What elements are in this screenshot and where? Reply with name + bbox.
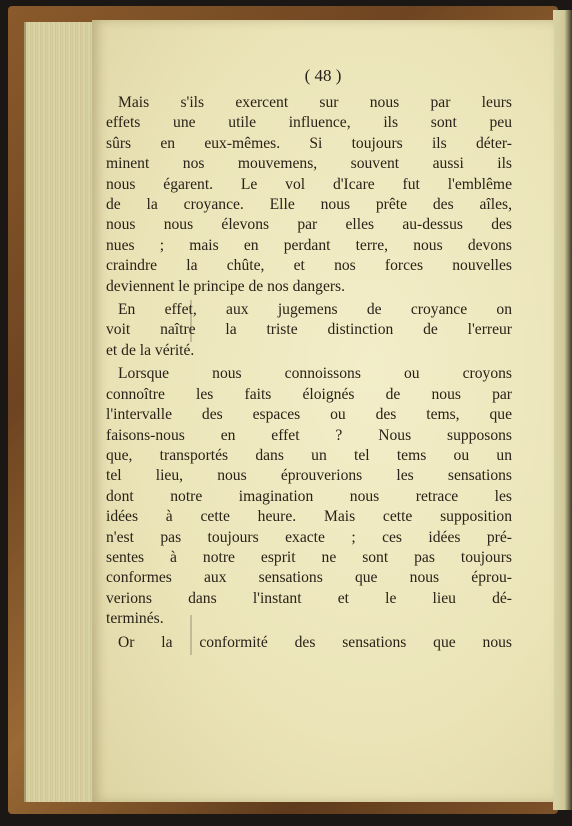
text-line: craindre la chûte, et nos forces nouvelles: [106, 257, 512, 275]
text-line: minent nos mouvemens, souvent aussi ils: [106, 155, 512, 173]
text-line: n'est pas toujours exacte ; ces idées pré-: [106, 528, 512, 546]
text-line: effets une utile influence, ils sont peu: [106, 114, 512, 132]
text-line: deviennent le principe de nos dangers.: [106, 277, 346, 295]
text-line: dont notre imagination nous retrace les: [106, 487, 512, 505]
text-line: Lorsque nous connoissons ou croyons: [118, 365, 512, 383]
paragraph: [106, 364, 512, 629]
text-line: connoître les faits éloignés de nous par: [106, 385, 512, 403]
text-line: tel lieu, nous éprouverions les sensations: [106, 467, 512, 485]
text-line: voit naître la triste distinction de l'erreur: [106, 321, 512, 339]
text-line: faisons-nous en effet ? Nous supposons: [106, 426, 512, 444]
facing-page-edge: [553, 10, 572, 810]
text-line: conformes aux sensations que nous éprou-: [106, 569, 512, 587]
text-line: l'intervalle des espaces ou des tems, que: [106, 406, 512, 424]
text-line: En effet, aux jugemens de croyance on: [118, 301, 512, 319]
text-line: sentes à notre esprit ne sont pas toujours: [106, 548, 512, 566]
body-text: [106, 93, 512, 653]
page-number: ( 48 ): [304, 66, 342, 85]
text-line: de la croyance. Elle nous prête des aîles,: [106, 196, 512, 214]
text-line: Or la conformité des sensations que nous: [118, 633, 512, 651]
text-line: idées à cette heure. Mais cette supposition: [106, 508, 512, 526]
paragraph: [106, 300, 512, 361]
page-edges: [24, 22, 96, 802]
text-line: nues ; mais en perdant terre, nous devons: [106, 236, 512, 254]
paragraph: [106, 93, 512, 297]
text-line: verions dans l'instant et le lieu dé-: [106, 589, 512, 607]
text-line: sûrs en eux-mêmes. Si toujours ils déter-: [106, 134, 512, 152]
text-line: terminés.: [106, 610, 164, 628]
text-line: Mais s'ils exercent sur nous par leurs: [118, 94, 512, 111]
text-line: nous égarent. Le vol d'Icare fut l'emblême: [106, 175, 512, 193]
text-line: et de la vérité.: [106, 341, 195, 359]
text-line: que, transportés dans un tel tems ou un: [106, 446, 512, 464]
text-line: nous nous élevons par elles au-dessus des: [106, 216, 512, 234]
paragraph: [106, 633, 512, 653]
